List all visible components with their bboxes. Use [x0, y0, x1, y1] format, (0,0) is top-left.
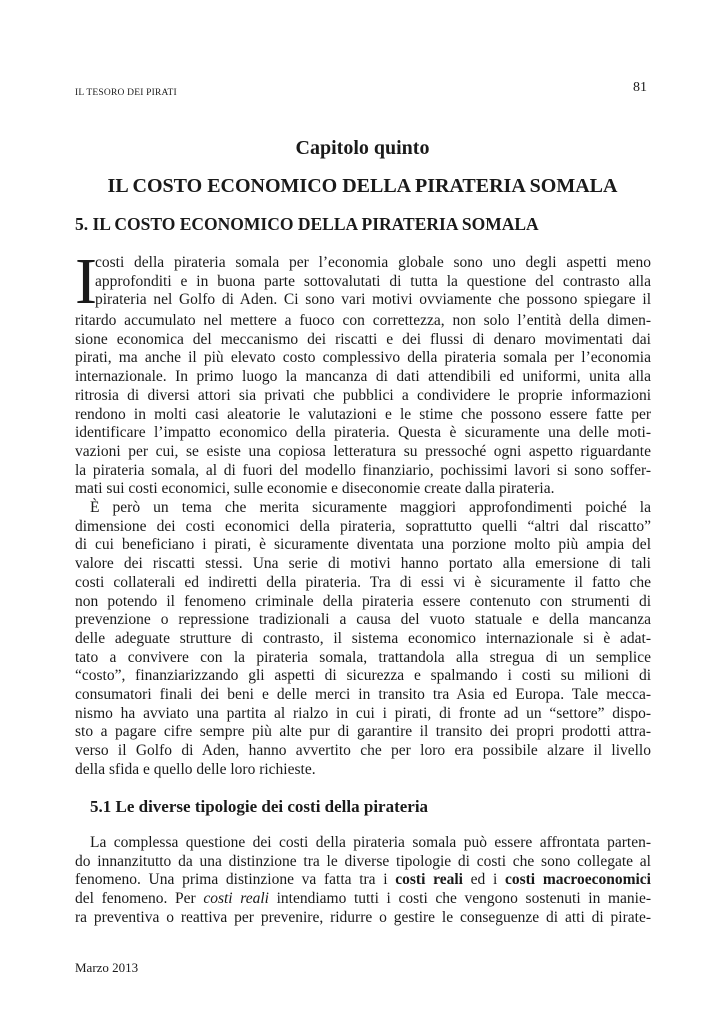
text-line: mati sui costi economici, sulle economie e diseconomie create dalla pirateria. — [75, 480, 555, 498]
text-line: nismo ha avviato una partita al rialzo in cui i pirati, di fronte ad un “settore” dispo- — [75, 704, 651, 722]
running-header: IL TESORO DEI PIRATI — [75, 88, 177, 98]
dropcap-lines — [95, 254, 651, 312]
text-line: vazioni per cui, se esiste una copiosa letteratura su pressoché ogni aspetto riguardante — [75, 442, 651, 460]
footer-date: Marzo 2013 — [75, 960, 139, 975]
text-line: La complessa questione dei costi della pirateria somala può essere affrontata parten- — [90, 834, 651, 851]
text-line: dimensione dei costi economici della pirateria, soprattutto quelli “altri dal riscatto” — [75, 517, 651, 535]
section-body — [75, 245, 651, 780]
text-line: identificare l’impatto economico della pirateria. Questa è sicuramente una delle moti- — [75, 424, 651, 442]
text-line: prevenzione o repressione tradizionali a causa del vuoto statuale e della mancanza — [75, 611, 651, 629]
text-line: di cui beneficiano i pirati, è sicuramente diventata una porzione molto più ampia del — [75, 536, 651, 554]
text-line: ra preventiva o reattiva per prevenire, ridurre o gestire le conseguenze di atti di pirate- — [75, 908, 651, 926]
text-line: consumatori finali dei beni e delle merci in transito tra Asia ed Europa. Tale mecca- — [75, 686, 651, 704]
text-line: verso il Golfo di Aden, hanno avvertito che per loro era possibile alzare il livello — [75, 742, 651, 760]
text-line: sto a pagare cifre sempre più alte pur di garantire il transito dei propri prodotti attra- — [75, 723, 651, 741]
text-run: intendiamo tutti i costi che vengono sostenuti in manie- — [268, 890, 651, 908]
bold-term-real-costs: costi reali — [395, 871, 463, 889]
text-line: costi della pirateria somala per l’economia globale sono uno degli aspetti meno — [95, 254, 651, 271]
text-line: pirateria nel Golfo di Aden. Ci sono vari motivi ovviamente che possono spiegare il — [95, 291, 651, 309]
text-line: non potendo il fenomeno criminale della pirateria essere contenuto con strumenti di — [75, 592, 651, 610]
bold-term-macro-costs: costi macroeconomici — [504, 871, 651, 889]
text-line: È però un tema che merita sicuramente maggiori approfondimenti poiché la — [90, 499, 651, 517]
text-line: sione economica del meccanismo dei riscatti e dei flussi di denaro movimentati dai — [75, 330, 651, 348]
text-line — [75, 871, 651, 890]
text-line: ritardo accumulato nel mettere a fuoco con correttezza, non solo l’entità della dimen- — [75, 312, 651, 329]
text-line: delle adeguate strutture di contrasto, il sistema economico internazionale si è adat- — [75, 629, 651, 647]
chapter-label: Capitolo quinto — [295, 137, 430, 159]
text-line: rendono in molti casi aleatorie le valutazioni e le stime che possono essere fatte per — [75, 405, 651, 423]
italic-term-real-costs: costi reali — [203, 890, 269, 908]
chapter-title: IL COSTO ECONOMICO DELLA PIRATERIA SOMALA — [107, 175, 618, 197]
paragraph-2 — [75, 499, 651, 780]
subsection-heading: 5.1 Le diverse tipologie dei costi della pirateria — [90, 797, 429, 816]
text-run: fenomeno. Una prima distinzione va fatta tra i — [75, 871, 396, 889]
text-run: ed i — [462, 871, 505, 889]
section-heading: 5. IL COSTO ECONOMICO DELLA PIRATERIA SOMALA — [75, 214, 539, 234]
dropcap-letter: I — [75, 245, 97, 318]
page-number: 81 — [633, 80, 647, 95]
text-line: pirati, ma anche il più elevato costo complessivo della pirateria somala per l’economia — [75, 349, 651, 367]
text-line — [75, 890, 651, 909]
text-line: valore dei riscatti stessi. Una serie di motivi hanno portato alla emersione di tali — [75, 555, 651, 573]
text-line: do innanzitutto da una distinzione tra le diverse tipologie di costi che sono collegate al — [75, 852, 651, 870]
subsection-body — [75, 834, 651, 928]
text-line: della sfida e quello delle loro richieste. — [75, 760, 316, 778]
text-line: costi collaterali ed indiretti della pirateria. Tra di essi vi è sicuramente il fatto che — [75, 573, 651, 591]
dropcap-paragraph-start — [75, 245, 651, 318]
text-line: ritrosia di diversi attori sia privati che pubblici a condividere le proprie informazioni — [75, 386, 651, 404]
text-line: “costo”, finanziarizzando gli aspetti di sicurezza e spalmando i costi su milioni di — [75, 667, 651, 685]
text-line: approfonditi e in buona parte sottovalutati di tutta la questione del contrasto alla — [95, 272, 651, 290]
text-line: tato a convivere con la pirateria somala, trattandola alla stregua di un semplice — [75, 648, 651, 666]
paragraph-1 — [75, 312, 651, 499]
text-line: internazionale. In primo luogo la mancanza di dati attendibili ed uniformi, unita alla — [75, 368, 651, 386]
text-line: la pirateria somala, al di fuori del modello finanziario, pochissimi lavori si sono soffer- — [75, 461, 651, 479]
text-run: del fenomeno. Per — [75, 890, 204, 908]
